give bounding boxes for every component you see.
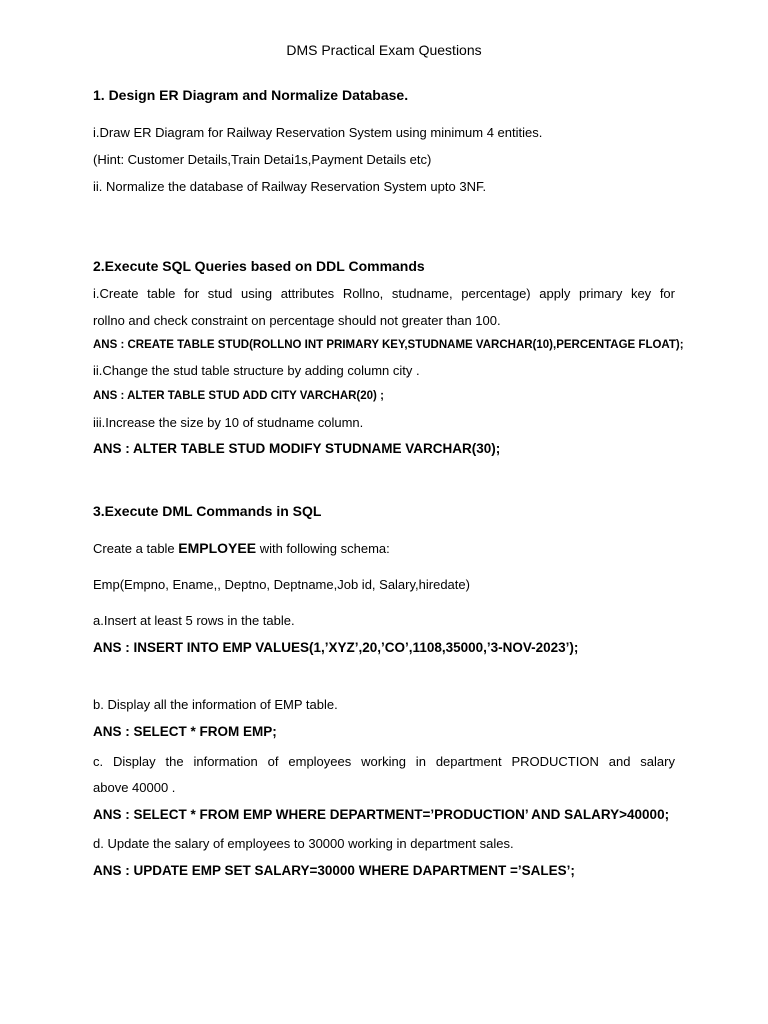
- q3-create-table-text: [93, 540, 390, 556]
- q3-item-c-answer: ANS : SELECT * FROM EMP WHERE DEPARTMENT=’PRODUCTION’ AND SALARY>40000;: [93, 807, 670, 822]
- q1-heading: 1. Design ER Diagram and Normalize Database.: [93, 87, 409, 103]
- q2-item-i-line2: rollno and check constraint on percentage should not greater than 100.: [93, 313, 501, 328]
- q1-hint: (Hint: Customer Details,Train Detai1s,Payment Details etc): [93, 152, 432, 167]
- q3-item-a: a.Insert at least 5 rows in the table.: [93, 613, 295, 628]
- q3-schema: Emp(Empno, Ename,, Deptno, Deptname,Job id, Salary,hiredate): [93, 577, 470, 592]
- q3-item-c-line1: c. Display the information of employees working in department PRODUCTION and salary: [93, 754, 675, 769]
- q3-table-name: EMPLOYEE: [178, 540, 257, 556]
- q2-item-iii: iii.Increase the size by 10 of studname column.: [93, 415, 364, 430]
- q2-item-i-line1: i.Create table for stud using attributes Rollno, studname, percentage) apply primary key for: [93, 286, 675, 301]
- q2-heading: 2.Execute SQL Queries based on DDL Commands: [93, 258, 425, 274]
- q3-item-d-answer: ANS : UPDATE EMP SET SALARY=30000 WHERE DAPARTMENT =’SALES’;: [93, 863, 575, 878]
- q2-item-ii-answer: ANS : ALTER TABLE STUD ADD CITY VARCHAR(20) ;: [93, 390, 384, 402]
- q2-item-iii-answer: ANS : ALTER TABLE STUD MODIFY STUDNAME VARCHAR(30);: [93, 441, 501, 456]
- q2-item-ii: ii.Change the stud table structure by adding column city .: [93, 363, 420, 378]
- q1-item-i: i.Draw ER Diagram for Railway Reservation System using minimum 4 entities.: [93, 125, 543, 140]
- q3-item-b: b. Display all the information of EMP table.: [93, 697, 338, 712]
- q3-heading: 3.Execute DML Commands in SQL: [93, 503, 322, 519]
- q2-item-i-answer: ANS : CREATE TABLE STUD(ROLLNO INT PRIMARY KEY,STUDNAME VARCHAR(10),PERCENTAGE FLOAT);: [93, 339, 684, 351]
- q1-item-ii: ii. Normalize the database of Railway Reservation System upto 3NF.: [93, 179, 487, 194]
- q3-create-prefix: Create a table: [93, 541, 179, 556]
- q3-item-b-answer: ANS : SELECT * FROM EMP;: [93, 724, 277, 739]
- q3-item-a-answer: ANS : INSERT INTO EMP VALUES(1,’XYZ’,20,’CO’,1108,35000,’3-NOV-2023’);: [93, 640, 579, 655]
- q3-item-c-line2: above 40000 .: [93, 780, 176, 795]
- page-title: DMS Practical Exam Questions: [286, 42, 482, 58]
- q3-create-suffix: with following schema:: [256, 541, 390, 556]
- q3-item-d: d. Update the salary of employees to 30000 working in department sales.: [93, 836, 514, 851]
